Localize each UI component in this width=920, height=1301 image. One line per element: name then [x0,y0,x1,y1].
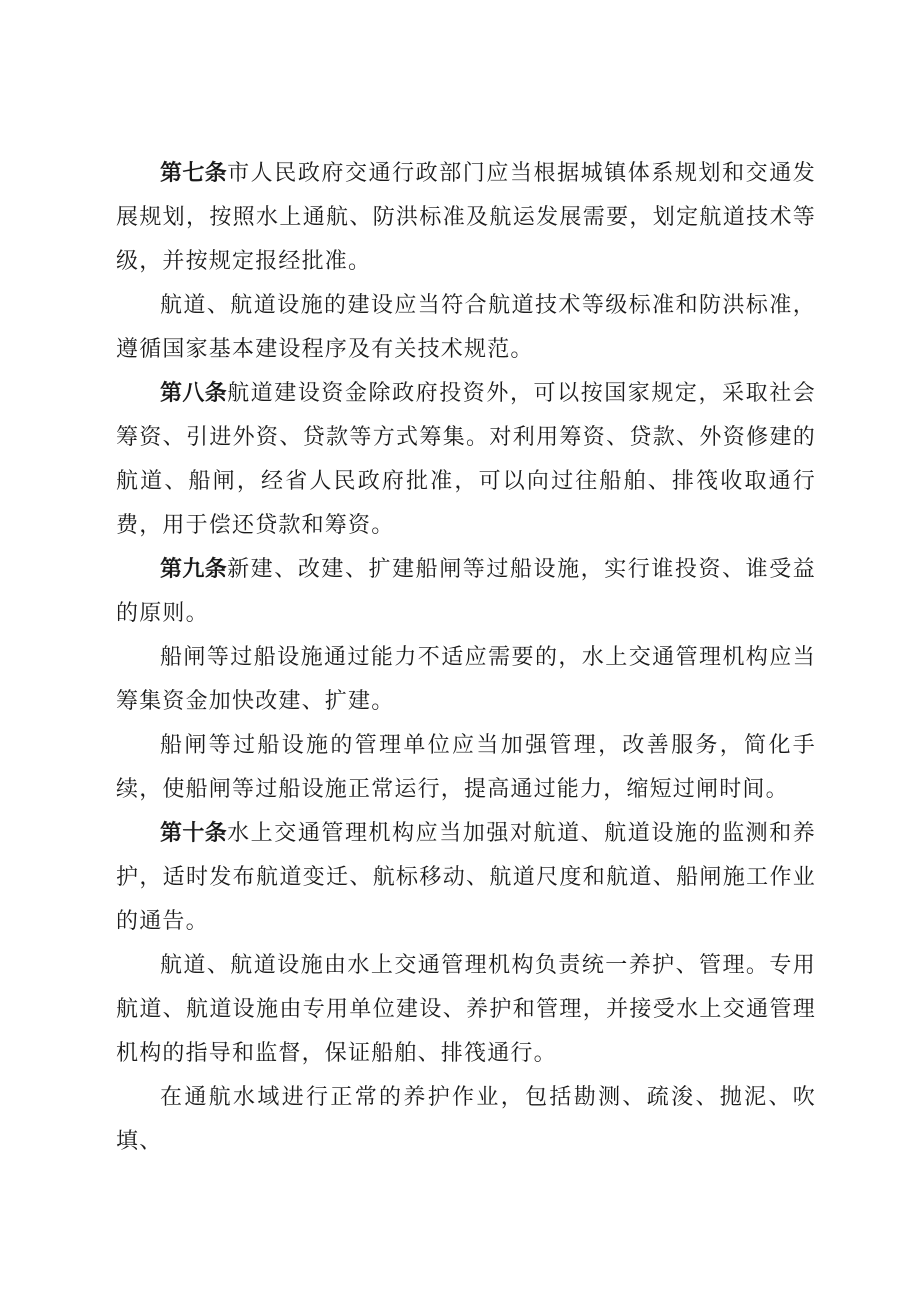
paragraph-text: 船闸等过船设施通过能力不适应需要的，水上交通管理机构应当筹集资金加快改建、扩建。 [116,645,816,714]
article-heading: 第八条 [160,381,228,406]
paragraph-text: 航道、航道设施的建设应当符合航道技术等级标准和防洪标准，遵循国家基本建设程序及有关技术规范。 [116,293,816,362]
paragraph-text: 水上交通管理机构应当加强对航道、航道设施的监测和养护，适时发布航道变迁、航标移动、航道尺度和航道、船闸施工作业的通告。 [116,821,816,934]
paragraph-article-8 [116,372,816,548]
paragraph-text: 航道建设资金除政府投资外，可以按国家规定，采取社会筹资、引进外资、贷款等方式筹集。对利用筹资、贷款、外资修建的航道、船闸，经省人民政府批准，可以向过往船舶、排筏收取通行费，用于偿还贷款和筹资。 [116,381,816,538]
paragraph-text: 在通航水域进行正常的养护作业，包括勘测、疏浚、抛泥、吹填、 [116,1085,816,1154]
paragraph-text: 新建、改建、扩建船闸等过船设施，实行谁投资、谁受益的原则。 [116,557,816,626]
document-body [116,152,816,1164]
paragraph-article-10-3 [116,1076,816,1164]
paragraph-text: 船闸等过船设施的管理单位应当加强管理，改善服务，简化手续，使船闸等过船设施正常运行，提高通过能力，缩短过闸时间。 [116,733,816,802]
paragraph-text: 市人民政府交通行政部门应当根据城镇体系规划和交通发展规划，按照水上通航、防洪标准及航运发展需要，划定航道技术等级，并按规定报经批准。 [116,161,816,274]
paragraph-article-9-3 [116,724,816,812]
article-heading: 第十条 [160,821,228,846]
article-heading: 第九条 [160,557,228,582]
article-heading: 第七条 [160,161,228,186]
paragraph-article-10-2 [116,944,816,1076]
paragraph-article-10 [116,812,816,944]
paragraph-article-9-2 [116,636,816,724]
paragraph-article-9 [116,548,816,636]
paragraph-article-7-2 [116,284,816,372]
paragraph-article-7 [116,152,816,284]
paragraph-text: 航道、航道设施由水上交通管理机构负责统一养护、管理。专用航道、航道设施由专用单位建设、养护和管理，并接受水上交通管理机构的指导和监督，保证船舶、排筏通行。 [116,953,816,1066]
